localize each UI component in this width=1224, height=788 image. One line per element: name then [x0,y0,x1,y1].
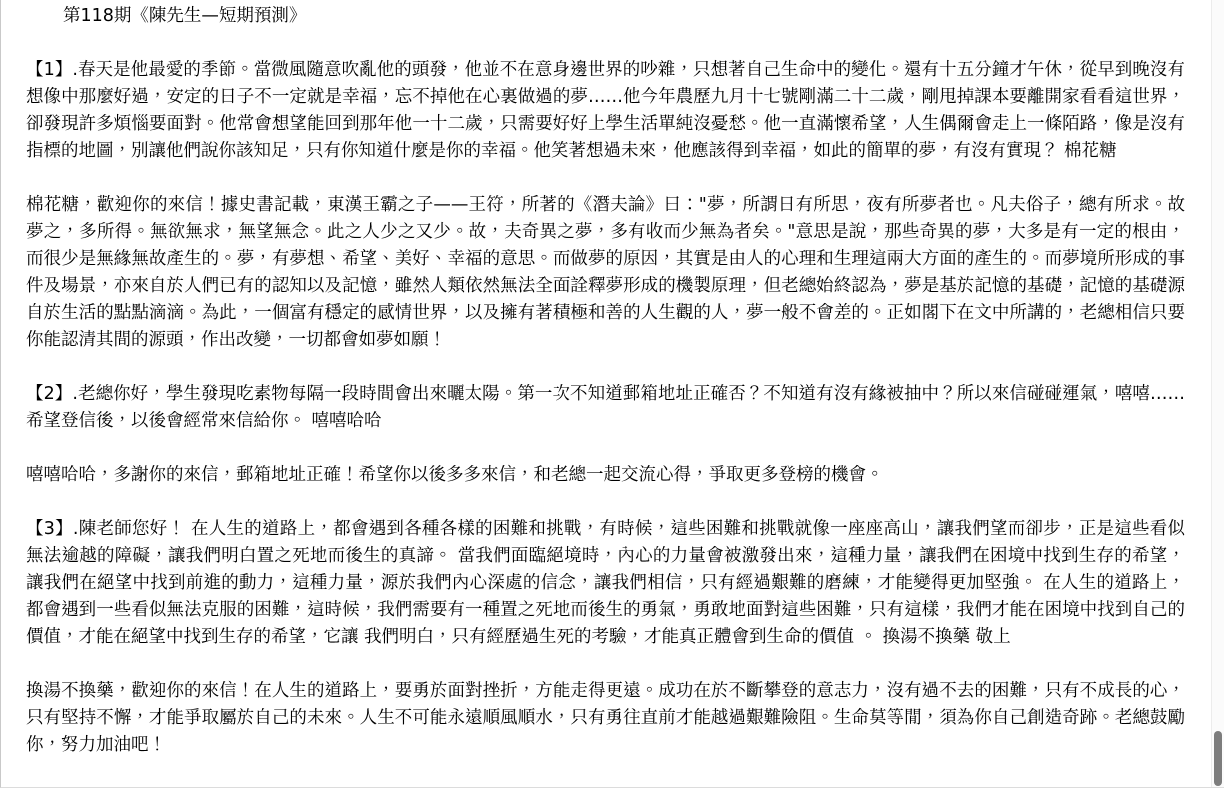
paragraph-editor-reply-1: 棉花糖，歡迎你的來信！據史書記載，東漢王霸之子——王符，所著的《潛夫論》曰："夢，所謂日有所思，夜有所夢者也。凡夫俗子，總有所求。故夢之，多所得。無欲無求，無望無念。此之人少之又少。故，夫奇異之夢，多有收而少無為者矣。"意思是說，那些奇異的夢，大多是有一定的根由，而很少是無緣無故產生的。夢，有夢想、希望、美好、幸福的意思。而做夢的原因，其實是由人的心理和生理這兩大方面的產生的。而夢境所形成的事件及場景，亦來自於人們已有的認知以及記憶，雖然人類依然無法全面詮釋夢形成的機製原理，但老總始終認為，夢是基於記憶的基礎，記憶的基礎源自於生活的點點滴滴。為此，一個富有穩定的感情世界，以及擁有著積極和善的人生觀的人，夢一般不會差的。正如閣下在文中所講的，老總相信只要你能認清其間的源頭，作出改變，一切都會如夢如願！ [26,195,1185,350]
document-title: 第118期《陳先生—短期預測》 [63,6,307,26]
paragraph-reader-letter-1: 【1】.春天是他最愛的季節。當微風隨意吹亂他的頭發，他並不在意身邊世界的吵雜，只想著自己生命中的變化。還有十五分鐘才午休，從早到晚沒有想像中那麼好過，安定的日子不一定就是幸福，忘不掉他在心裏做過的夢……他今年農歷九月十七號剛滿二十二歲，剛甩掉課本要離開家看看這世界，卻發現許多煩惱要面對。他常會想望能回到那年他一十二歲，只需要好好上學生活單純沒憂愁。他一直滿懷希望，人生偶爾會走上一條陌路，像是沒有指標的地圖，別讓他們說你該知足，只有你知道什麼是你的幸福。他笑著想過未來，他應該得到幸福，如此的簡單的夢，有沒有實現？ 棉花糖 [26,60,1185,161]
scrollbar-thumb[interactable] [1214,731,1222,786]
document-content [1,0,1213,787]
paragraph-reader-letter-2: 【2】.老總你好，學生發現吃素物每隔一段時間會出來曬太陽。第一次不知道郵箱地址正確否？不知道有沒有緣被抽中？所以來信碰碰運氣，嘻嘻……希望登信後，以後會經常來信給你。 嘻嘻哈哈 [26,384,1185,431]
paragraph-editor-reply-2: 嘻嘻哈哈，多謝你的來信，郵箱地址正確！希望你以後多多來信，和老總一起交流心得，爭取更多登榜的機會。 [26,465,884,485]
paragraph-reader-letter-3: 【3】.陳老師您好！ 在人生的道路上，都會遇到各種各樣的困難和挑戰，有時候，這些困難和挑戰就像一座座高山，讓我們望而卻步，正是這些看似無法逾越的障礙，讓我們明白置之死地而後生的真諦。 當我們面臨絕境時，內心的力量會被激發出來，這種力量，讓我們在困境中找到生存的希望，讓我們在絕望中找到前進的動力，這種力量，源於我們內心深處的信念，讓我們相信，只有經過艱難的磨練，才能變得更加堅強。 在人生的道路上，都會遇到一些看似無法克服的困難，這時候，我們需要有一種置之死地而後生的勇氣，勇敢地面對這些困難，只有這樣，我們才能在困境中找到自己的價值，才能在絕望中找到生存的希望，它讓 我們明白，只有經歷過生死的考驗，才能真正體會到生命的價值 。 換湯不換藥 敬上 [26,519,1185,647]
scrollbar-track[interactable] [1211,0,1224,787]
paragraph-editor-reply-3: 換湯不換藥，歡迎你的來信！在人生的道路上，要勇於面對挫折，方能走得更遠。成功在於不斷攀登的意志力，沒有過不去的困難，只有不成長的心，只有堅持不懈，才能爭取屬於自己的未來。人生不可能永遠順風順水，只有勇往直前才能越過艱難險阻。生命莫等閒，須為你自己創造奇跡。老總鼓勵你，努力加油吧！ [26,681,1185,755]
